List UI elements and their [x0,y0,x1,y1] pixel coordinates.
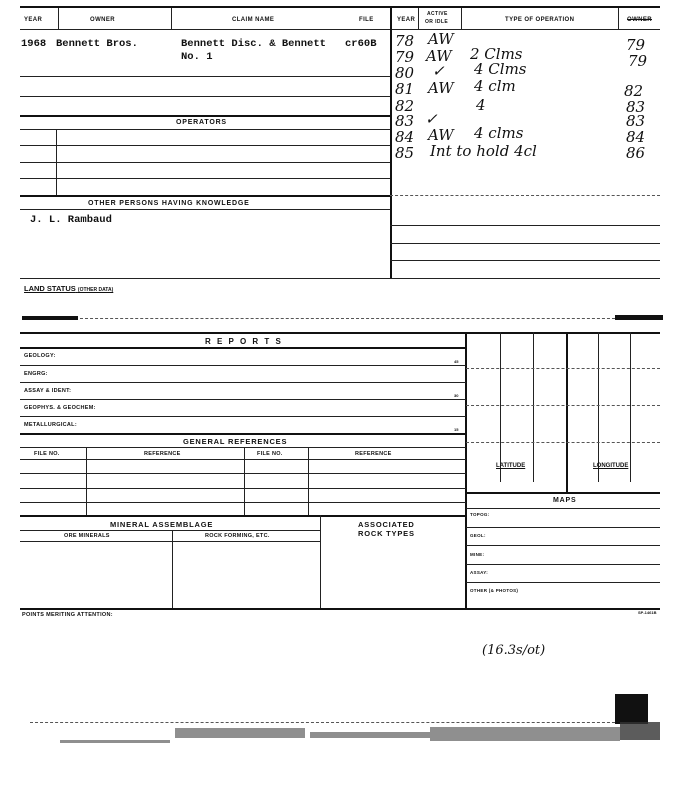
scan-mark [615,315,663,320]
vline [86,447,87,515]
form-number: SP-1461B [638,610,657,615]
scan-artifact [60,740,170,743]
gr-col-file-no-2: FILE NO. [257,451,283,457]
op-owner: 79 [626,36,646,54]
grid-vline [566,332,568,492]
general-references-title: GENERAL REFERENCES [183,437,288,446]
vline [308,447,309,515]
gr-col-reference-1: REFERENCE [144,451,181,457]
op-status: ✓ [425,110,438,128]
op-type: Int to hold 4cl [430,142,537,160]
header-bottom-line [20,29,660,30]
rule [20,195,390,197]
op-type: 4 clm [474,77,516,95]
op-owner: 86 [626,144,646,162]
vline [56,130,57,195]
op-owner: 83 [626,112,646,130]
grid-vline [533,332,534,482]
rule [20,399,466,400]
op-year: 80 [395,64,415,82]
op-owner: 83 [626,98,646,116]
header-last-col: OWNER [627,17,652,23]
mineral-assemblage-title: MINERAL ASSEMBLAGE [110,520,214,529]
op-year: 79 [395,48,415,66]
report-geology: GEOLOGY: [24,353,56,359]
rule [20,76,390,77]
rule [80,318,620,319]
scan-mark [22,316,78,320]
land-status-sub: (OTHER DATA) [77,287,114,293]
reports-title: R E P O R T S [205,337,283,346]
rule [20,541,320,542]
op-year: 81 [395,80,415,98]
top-border [20,6,660,8]
rule [466,582,660,583]
op-year: 83 [395,112,415,130]
scan-artifact [430,727,620,741]
rule [466,527,660,528]
land-status-title: LAND STATUS [24,284,76,293]
op-owner: 84 [626,128,646,146]
op-status: ✓ [432,62,445,80]
op-year: 84 [395,128,415,146]
rule [20,365,466,366]
op-status: AW [428,30,454,48]
record-claim-name-line1: Bennett Disc. & Bennett [181,38,326,50]
vline [461,8,462,29]
vline [171,8,172,29]
header-or-idle: OR IDLE [425,19,449,25]
report-geophys: GEOPHYS. & GEOCHEM: [24,405,96,411]
gr-col-file-no-1: FILE NO. [34,451,60,457]
rule [20,278,660,279]
grid-vline [630,332,631,482]
rule [390,225,660,226]
maps-title: MAPS [553,497,577,504]
longitude-label: LONGITUDE [593,463,629,469]
gr-col-reference-2: REFERENCE [355,451,392,457]
rule [390,260,660,261]
vline [320,515,321,608]
maps-topog: TOPOG: [470,512,490,517]
operators-title: OPERATORS [176,119,227,126]
rule [466,564,660,565]
rule [20,115,390,117]
vline [418,8,419,29]
rule [20,178,390,179]
rule [20,416,466,417]
op-owner: 79 [628,52,648,70]
scan-artifact [615,694,648,724]
vline [58,8,59,29]
report-assay-code: 30 [454,393,459,398]
rule [20,209,390,210]
other-person-name: J. L. Rambaud [30,214,112,226]
scan-artifact [175,728,305,738]
op-owner: 82 [624,82,644,100]
record-year: 1968 [21,38,47,50]
rule [20,530,320,531]
rule [20,382,466,383]
op-status: AW [426,47,452,65]
header-year: YEAR [24,17,43,23]
record-file: cr60B [345,38,377,50]
grid-hline [466,368,660,369]
rule [20,515,466,517]
associated-title: ASSOCIATED [358,520,415,529]
report-geology-code: 45 [454,359,459,364]
header-owner: OWNER [90,17,115,23]
vline [244,447,245,515]
maps-geol: GEOL: [470,533,486,538]
other-persons-title: OTHER PERSONS HAVING KNOWLEDGE [88,200,250,207]
grid-hline [466,442,660,443]
maps-assay: ASSAY: [470,570,489,575]
vline [618,8,619,29]
rule [390,243,660,244]
rule [20,162,390,163]
report-engrg: ENGRG: [24,371,48,377]
report-metallurgical: METALLURGICAL: [24,422,77,428]
op-year: 82 [395,97,415,115]
header-file: FILE [359,17,374,23]
rule [20,96,390,97]
op-status: AW [428,79,454,97]
header-active: ACTIVE [427,11,448,17]
op-type: 4 clms [474,124,524,142]
rule [20,433,466,435]
vline [465,332,467,608]
header-year-2: YEAR [397,17,416,23]
points-meriting-attention: POINTS MERITING ATTENTION: [22,612,113,618]
rule [20,347,466,349]
op-type: 4 [476,96,486,114]
latitude-label: LATITUDE [496,463,526,469]
record-claim-name-line2: No. 1 [181,51,213,63]
rock-forming-label: ROCK FORMING, ETC. [205,533,270,539]
op-status: AW [428,126,454,144]
op-type: 2 Clms [470,45,523,63]
land-status-label [24,284,113,293]
maps-other: OTHER (& PHOTOS) [470,588,519,593]
scan-artifact [620,722,660,740]
rule [20,129,390,130]
op-type: 4 Clms [474,60,527,78]
vline [172,530,173,608]
rule [20,145,390,146]
grid-vline [598,332,599,482]
grid-vline [500,332,501,482]
rule [20,332,660,334]
header-type-of-operation: TYPE OF OPERATION [505,17,575,23]
record-owner: Bennett Bros. [56,38,138,50]
maps-mine: MINE: [470,552,485,557]
op-year: 78 [395,32,415,50]
op-year: 85 [395,144,415,162]
rule [466,492,660,494]
scan-artifact [30,722,620,723]
handwritten-note: (16.3s/ot) [482,643,546,658]
grid-hline [466,405,660,406]
main-divider [390,8,392,278]
header-claim-name: CLAIM NAME [232,17,275,23]
rule [466,545,660,546]
rule [466,508,660,509]
scan-artifact [310,732,430,738]
rule [20,608,660,610]
report-assay: ASSAY & IDENT: [24,388,72,394]
rock-types-title: ROCK TYPES [358,529,415,538]
report-metallurgical-code: 15 [454,427,459,432]
ore-minerals-label: ORE MINERALS [64,533,110,539]
rule [390,195,660,196]
